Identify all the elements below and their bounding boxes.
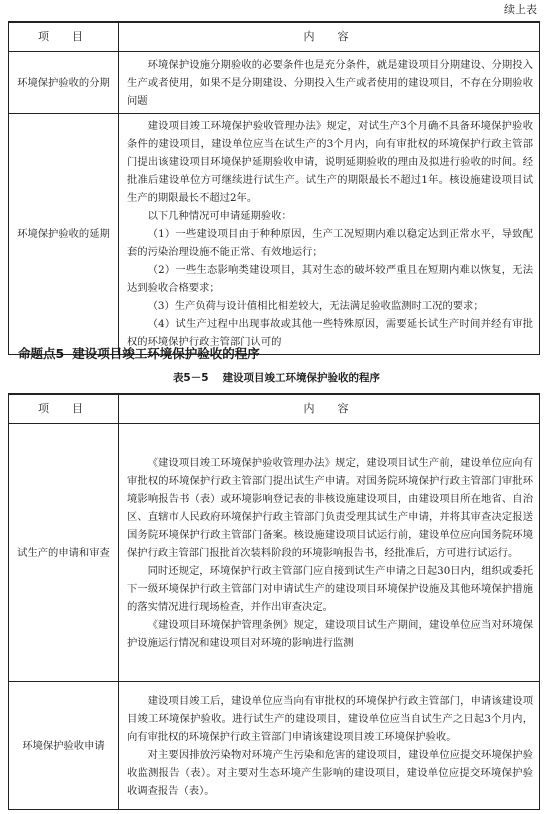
row-content bbox=[119, 114, 540, 355]
paragraph: 以下几种情况可申请延期验收： bbox=[147, 210, 292, 222]
continued-label: 续上表 bbox=[504, 3, 537, 16]
header-item: 项 目 bbox=[9, 394, 119, 424]
paragraph: 建设项目竣工后，建设单位应当向有审批权的环境保护行政主管部门，申请该建设项目竣工环境保护验收。进行试生产的建设项目，建设单位应当自试生产之日起3个月内，向有审批权的环境保护行政主管部门申请该建设项目竣工环境保护验收。 bbox=[127, 694, 533, 743]
paragraph: 同时还规定，环境保护行政主管部门应自接到试生产申请之日起30日内，组织或委托下一级环境保护行政主管部门对申请试生产的建设项目环境保护设施及其他环境保护措施的落实情况进行现场检查，并作出审查决定。 bbox=[127, 564, 533, 613]
table-header-row bbox=[9, 394, 540, 424]
row-content bbox=[119, 424, 540, 682]
paragraph: （4）试生产过程中出现事故或其他一些特殊原因，需要延长试生产时间并经有审批权的环境保护行政主管部门认可的 bbox=[127, 318, 533, 348]
row-content bbox=[119, 52, 540, 114]
paragraph: 环境保护设施分期验收的必要条件也是充分条件，就是建设项目分期建设、分期投入生产或者使用，如果不是分期建设、分期投入生产或者使用的建设项目，不存在分期验收问题 bbox=[127, 58, 533, 107]
header-content: 内 容 bbox=[119, 394, 540, 424]
paragraph: （2）一些生态影响类建设项目，其对生态的破坏较严重且在短期内难以恢复，无法达到验收合格要求； bbox=[127, 264, 533, 294]
paragraph: 《建设项目竣工环境保护验收管理办法》规定，建设项目试生产前，建设单位应向有审批权的环境保护行政主管部门提出试生产申请。对国务院环境保护行政主管部门审批环境影响报告书（表）或环境影响登记表的非核设施建设项目，由建设项目所在地省、自治区、直辖市人民政府环境保护行政主管部门负责受理其试生产申请，并将其审查决定报送国务院环境保护行政主管部门备案。核设施建设项目试运行前，建设单位应向国务院环境保护行政主管部门报批首次装料阶段的环境影响报告书，经批准后，方可进行试运行。 bbox=[127, 456, 533, 559]
table-row bbox=[9, 682, 540, 810]
row-item-label: 试生产的申请和审查 bbox=[9, 424, 119, 682]
table-caption bbox=[0, 370, 553, 385]
table-header-row bbox=[9, 22, 540, 52]
section-title: 建设项目竣工环境保护验收的程序 bbox=[72, 346, 260, 361]
row-content bbox=[119, 682, 540, 810]
row-item-label: 环境保护验收的延期 bbox=[9, 114, 119, 355]
table-continued bbox=[8, 21, 540, 355]
table-caption-title: 建设项目竣工环境保护验收的程序 bbox=[222, 372, 381, 384]
table-row bbox=[9, 52, 540, 114]
header-item: 项 目 bbox=[9, 22, 119, 52]
section-label: 命题点5 bbox=[18, 346, 65, 361]
paragraph: 建设项目竣工环境保护验收管理办法》规定，对试生产3个月确不具备环境保护验收条件的建设项目，建设单位应当在试生产的3个月内，向有审批权的环境保护行政主管部门提出该建设项目环境保护延期验收申请，说明延期验收的理由及拟进行验收的时间。经批准后建设单位方可继续进行试生产。试生产的期限最长不超过1年。核设施建设项目试生产的期限最长不超过2年。 bbox=[127, 120, 533, 204]
paragraph: 《建设项目环境保护管理条例》规定，建设项目试生产期间，建设单位应当对环境保护设施运行情况和建设项目对环境的影响进行监测 bbox=[127, 618, 533, 649]
table-row bbox=[9, 424, 540, 682]
table-row bbox=[9, 114, 540, 355]
paragraph: （3）生产负荷与设计值相比相差较大，无法满足验收监测时工况的要求； bbox=[147, 300, 484, 312]
table-caption-number: 表5－5 bbox=[172, 372, 209, 384]
paragraph: （1）一些建设项目由于种种原因，生产工况短期内难以稳定达到正常水平，导致配套的污染治理设施不能正常、有效地运行； bbox=[127, 228, 533, 258]
header-content: 内 容 bbox=[119, 22, 540, 52]
row-item-label: 环境保护验收的分期 bbox=[9, 52, 119, 114]
table-procedure bbox=[8, 393, 540, 810]
row-item-label: 环境保护验收申请 bbox=[9, 682, 119, 810]
paragraph: 对主要因排放污染物对环境产生污染和危害的建设项目，建设单位应提交环境保护验收监测报告（表）。对主要对生态环境产生影响的建设项目，建设单位应提交环境保护验收调查报告（表）。 bbox=[127, 748, 533, 797]
section-heading bbox=[18, 344, 260, 362]
